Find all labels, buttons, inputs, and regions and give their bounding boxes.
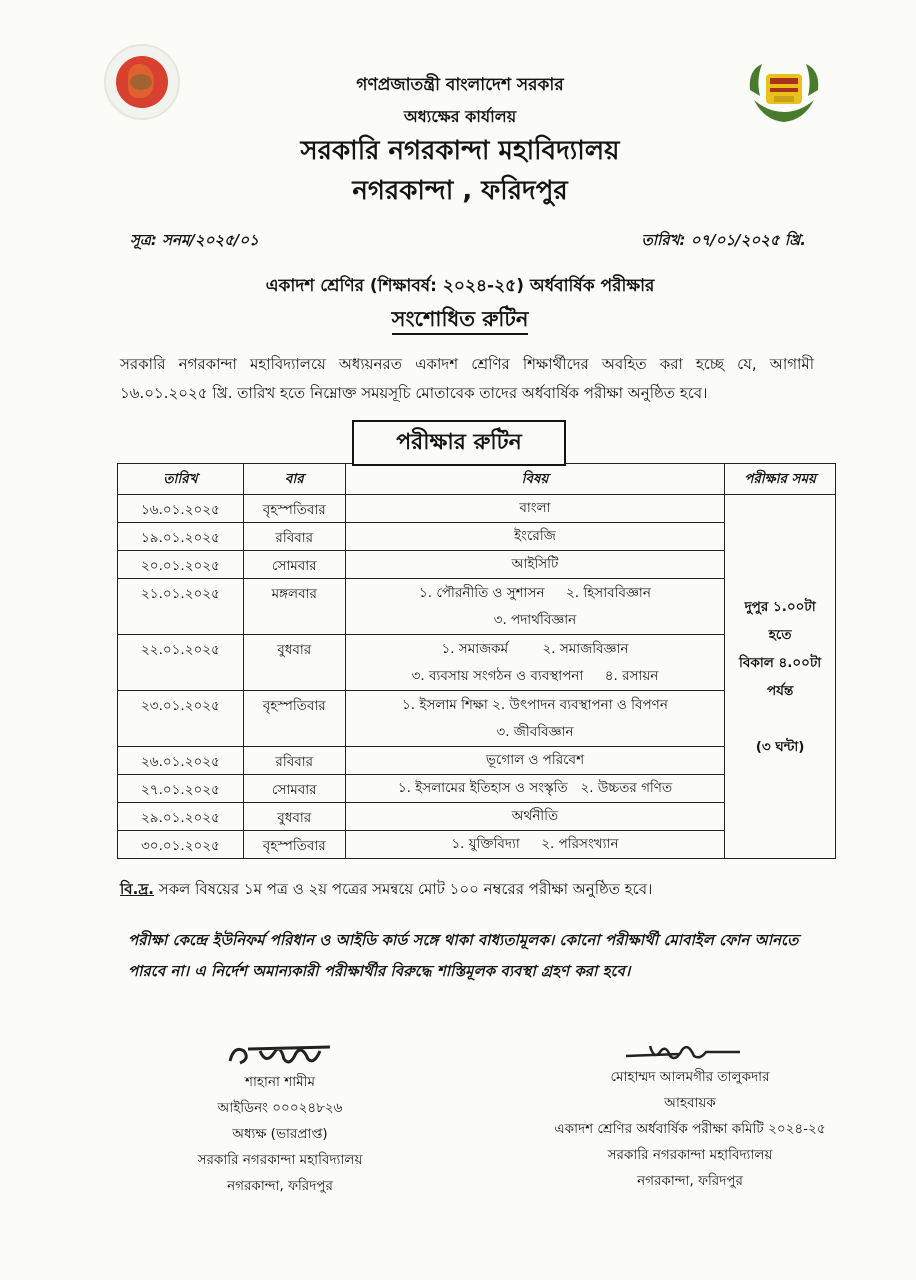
memo-date: তারিখ: ০৭/০১/২০২৫ খ্রি.: [641, 231, 806, 249]
subject-line: ইংরেজি: [514, 528, 556, 544]
header-time: পরীক্ষার সময়: [725, 464, 836, 495]
signatory-left: [160, 1075, 400, 1199]
signatory-right-name: মোহাম্মদ আলমগীর তালুকদার: [610, 1069, 770, 1085]
row-date: ২২.০১.২০২৫: [118, 635, 244, 691]
row-date: ১৬.০১.২০২৫: [118, 495, 244, 523]
signatory-right-place: নগরকান্দা, ফরিদপুর: [637, 1173, 743, 1189]
signature-right: [520, 1038, 860, 1064]
row-date: ২৩.০১.২০২৫: [118, 691, 244, 747]
footnote-prefix: বি.দ্র.: [120, 880, 155, 898]
signatory-left-place: নগরকান্দা, ফরিদপুর: [227, 1178, 333, 1194]
signatory-right-committee: একাদশ শ্রেণির অর্ধবার্ষিক পরীক্ষা কমিটি ২০২৪-২৫: [554, 1121, 826, 1137]
signatory-left-designation: অধ্যক্ষ (ভারপ্রাপ্ত): [232, 1126, 328, 1142]
row-subject: [345, 635, 725, 691]
exam-time-line: পর্যন্ত: [767, 682, 794, 699]
row-subject: [345, 551, 725, 579]
signatory-left-name: শাহানা শামীম: [245, 1074, 315, 1090]
signatory-left-institution: সরকারি নগরকান্দা মহাবিদ্যালয়: [197, 1152, 363, 1168]
row-date: ২৭.০১.২০২৫: [118, 775, 244, 803]
table-header-row: [118, 464, 836, 495]
exam-time-line: হতে: [768, 626, 792, 643]
row-date: ৩০.০১.২০২৫: [118, 831, 244, 859]
row-subject: [345, 579, 725, 635]
subject-line: ১. পৌরনীতি ও সুশাসন ২. হিসাববিজ্ঞান: [419, 584, 651, 601]
row-day: মঙ্গলবার: [243, 579, 345, 635]
signature-right-scribble: [620, 1038, 760, 1064]
row-subject: [345, 831, 725, 859]
footnote-text: সকল বিষয়ের ১ম পত্র ও ২য় পত্রের সমন্বয়ে মোট ১০০ নম্বরের পরীক্ষা অনুষ্ঠিত হবে।: [154, 880, 653, 898]
subject-line: আইসিটি: [511, 556, 559, 572]
routine-body: [118, 495, 836, 859]
table-row: [118, 495, 836, 523]
exam-time-line: বিকাল ৪.০০টা: [739, 654, 822, 671]
subject-line: ৩. জীববিজ্ঞান: [496, 723, 574, 740]
exam-time-line: দুপুর ১.০০টা: [744, 598, 816, 615]
footnote: [120, 878, 820, 903]
govt-heading: গণপ্রজাতন্ত্রী বাংলাদেশ সরকার: [356, 75, 564, 95]
office-heading: অধ্যক্ষের কার্যালয়: [403, 107, 517, 126]
row-date: ১৯.০১.২০২৫: [118, 523, 244, 551]
row-day: বৃহস্পতিবার: [243, 691, 345, 747]
college-location: নগরকান্দা , ফরিদপুর: [352, 176, 568, 206]
header-date: তারিখ: [118, 464, 244, 495]
bangladesh-govt-seal: [104, 44, 180, 120]
header-subject: বিষয়: [345, 464, 725, 495]
notice-title: একাদশ শ্রেণির (শিক্ষাবর্ষ: ২০২৪-২৫) অর্ধবার্ষিক পরীক্ষার: [265, 276, 655, 296]
routine-label: পরীক্ষার রুটিন: [352, 420, 566, 466]
header-day: বার: [243, 464, 345, 495]
row-subject: [345, 523, 725, 551]
subject-line: বাংলা: [519, 500, 551, 516]
college-crest-logo: [744, 60, 824, 126]
routine-table: [117, 463, 836, 859]
exam-time-line: (৩ ঘন্টা): [755, 738, 805, 755]
row-subject: [345, 775, 725, 803]
exam-time-line: [729, 705, 831, 733]
signatory-right-institution: সরকারি নগরকান্দা মহাবিদ্যালয়: [607, 1147, 773, 1163]
signature-left: [160, 1039, 400, 1069]
warning-text: পরীক্ষা কেন্দ্রে ইউনিফর্ম পরিধান ও আইডি কার্ড সঙ্গে থাকা বাধ্যতামূলক। কোনো পরীক্ষার্থী মোবাইল ফোন আনতে পারবে না। এ নির্দেশ অমান্যকারী পরীক্ষার্থীর বিরুদ্ধে শাস্তিমূলক ব্যবস্থা গ্রহণ করা হবে।: [128, 931, 799, 980]
subject-line: অর্থনীতি: [511, 808, 559, 824]
row-day: বুধবার: [243, 635, 345, 691]
row-day: রবিবার: [243, 747, 345, 775]
college-name: সরকারি নগরকান্দা মহাবিদ্যালয়: [300, 136, 620, 166]
notice-subtitle: [330, 303, 590, 338]
intro-paragraph: সরকারি নগরকান্দা মহাবিদ্যালয়ে অধ্যয়নরত একাদশ শ্রেণির শিক্ষার্থীদের অবহিত করা হচ্ছে যে, আগামী ১৬.০১.২০২৫ খ্রি. তারিখ হতে নিম্নোক্ত সময়সূচি মোতাবেক তাদের অর্ধবার্ষিক পরীক্ষা অনুষ্ঠিত হবে।: [120, 355, 814, 402]
signature-left-scribble: [220, 1039, 340, 1071]
row-day: রবিবার: [243, 523, 345, 551]
subject-line: ১. যুক্তিবিদ্যা ২. পরিসংখ্যান: [451, 836, 619, 852]
subject-line: ১. ইসলামের ইতিহাস ও সংস্কৃতি ২. উচ্চতর গণিত: [397, 780, 673, 796]
row-day: সোমবার: [243, 551, 345, 579]
row-date: ২১.০১.২০২৫: [118, 579, 244, 635]
row-date: ২৬.০১.২০২৫: [118, 747, 244, 775]
subject-line: ৩. ব্যবসায় সংগঠন ও ব্যবস্থাপনা ৪. রসায়ন: [411, 667, 659, 684]
row-date: ২৯.০১.২০২৫: [118, 803, 244, 831]
subject-line: ৩. পদার্থবিজ্ঞান: [493, 611, 577, 628]
notice-subtitle-text: সংশোধিত রুটিন: [392, 307, 529, 335]
exam-time-cell: [725, 495, 836, 859]
row-day: বুধবার: [243, 803, 345, 831]
subject-line: ভূগোল ও পরিবেশ: [485, 752, 585, 768]
subject-line: ১. ইসলাম শিক্ষা ২. উৎপাদন ব্যবস্থাপনা ও বিপণন: [402, 696, 668, 713]
memo-reference: সূত্র: সনম/২০২৫/০১: [130, 231, 259, 249]
signatory-right-designation: আহবায়ক: [664, 1095, 716, 1111]
row-date: ২০.০১.২০২৫: [118, 551, 244, 579]
row-subject: [345, 803, 725, 831]
row-day: বৃহস্পতিবার: [243, 495, 345, 523]
row-day: সোমবার: [243, 775, 345, 803]
row-subject: [345, 691, 725, 747]
row-subject: [345, 495, 725, 523]
row-day: বৃহস্পতিবার: [243, 831, 345, 859]
signatory-left-id: আইডিনং ০০০২৪৮২৬: [217, 1100, 343, 1116]
row-subject: [345, 747, 725, 775]
signatory-right: [520, 1068, 860, 1194]
subject-line: ১. সমাজকর্ম ২. সমাজবিজ্ঞান: [441, 640, 629, 657]
